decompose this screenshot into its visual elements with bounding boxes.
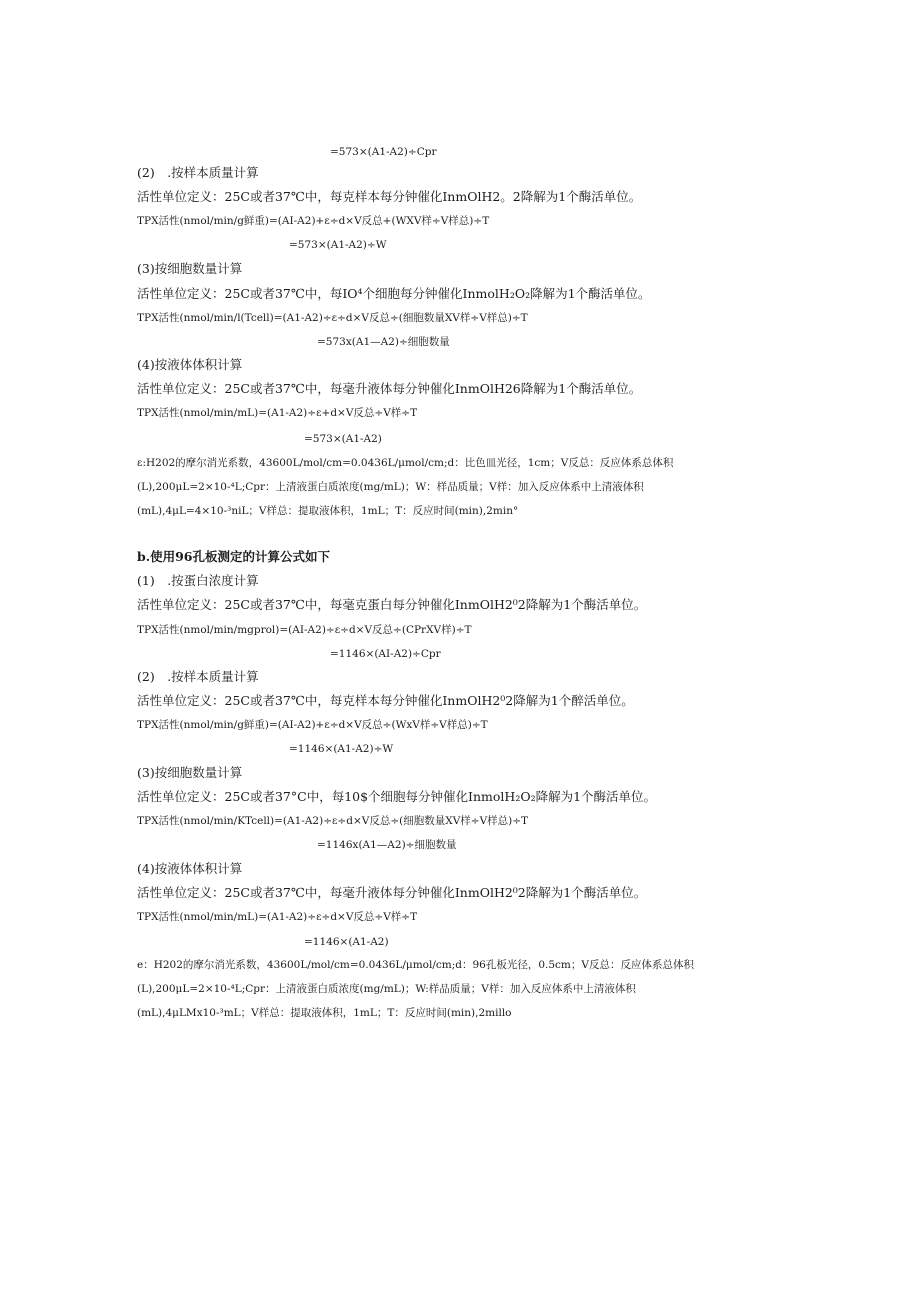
formula-result: =1146×(AI-A2)÷Cpr xyxy=(330,648,441,660)
section-heading: (1) .按蛋白浓度计算 xyxy=(137,573,259,588)
section-heading: (3)按细胞数量计算 xyxy=(137,765,243,780)
formula-result: =573x(A1—A2)÷细胞数量 xyxy=(317,336,450,348)
formula-result: =1146x(A1—A2)÷细胞数量 xyxy=(317,839,457,851)
section-heading: (3)按细胞数量计算 xyxy=(137,261,243,276)
formula-text: TPX活性(nmol/min/g鲜重)=(AI-A2)+ε÷d×V反总+(WXV样÷V样总)÷T xyxy=(137,215,490,227)
formula-text: TPX活性(nmol/min/mL)=(A1-A2)÷ε÷d×V反总÷V样÷T xyxy=(137,911,418,923)
definition-text: 活性单位定义：25C或者37℃中，每IO⁴个细胞每分钟催化InmolH₂O₂降解为1个酶活单位。 xyxy=(137,286,651,301)
formula-text: TPX活性(nmol/min/KTcell)=(A1-A2)÷ε÷d×V反总÷(细胞数量XV样÷V样总)÷T xyxy=(137,815,529,827)
definition-text: 活性单位定义：25C或者37℃中，每克样本每分钟催化InmOlH2⁰2降解为1个醉活单位。 xyxy=(137,693,634,708)
formula-result: =573×(A1-A2)÷W xyxy=(289,239,387,251)
definition-text: 活性单位定义：25C或者37℃中，每毫克蛋白每分钟催化InmOlH2⁰2降解为1个酶活单位。 xyxy=(137,597,647,612)
formula-result: =1146×(A1-A2)÷W xyxy=(289,743,394,755)
subsection-title: b.使用96孔板测定的计算公式如下 xyxy=(137,549,330,564)
variable-definitions: (mL),4μL=4×10-³niL；V样总：提取液体积，1mL；T：反应时间(min),2min° xyxy=(137,505,519,517)
definition-text: 活性单位定义：25C或者37℃中，每克样本每分钟催化InmOlH2。2降解为1个酶活单位。 xyxy=(137,189,642,204)
variable-definitions: (mL),4μLMx10-³mL；V样总：提取液体积，1mL；T：反应时间(min),2millo xyxy=(137,1007,512,1019)
section-heading: (4)按液体体积计算 xyxy=(137,861,243,876)
variable-definitions: (L),200μL=2×10-⁴L;Cpr：上清液蛋白质浓度(mg/mL)；W：样品质量；V样：加入反应体系中上清液体积 xyxy=(137,481,644,493)
definition-text: 活性单位定义：25C或者37℃中，每毫升液体每分钟催化InmOlH2⁰2降解为1个酶活单位。 xyxy=(137,885,647,900)
section-heading: (4)按液体体积计算 xyxy=(137,357,243,372)
formula-result: =573×(A1-A2) xyxy=(304,433,382,445)
formula-text: TPX活性(nmol/min/mgprol)=(AI-A2)÷ε÷d×V反总÷(CPrXV样)÷T xyxy=(137,624,472,636)
formula-text: TPX活性(nmol/min/l(Tcell)=(A1-A2)÷ε÷d×V反总÷(细胞数量XV样÷V样总)÷T xyxy=(137,312,528,324)
formula-text: TPX活性(nmol/min/mL)=(A1-A2)÷ε+d×V反总÷V样÷T xyxy=(137,407,418,419)
formula-result: =1146×(A1-A2) xyxy=(304,936,389,948)
section-heading: (2) .按样本质量计算 xyxy=(137,165,259,180)
section-heading: (2) .按样本质量计算 xyxy=(137,669,259,684)
variable-definitions: e：H202的摩尔消光系数，43600L/mol/cm=0.0436L/μmol/cm;d：96孔板光径，0.5cm；V反总：反应体系总体积 xyxy=(137,959,694,971)
formula-result: =573×(A1-A2)÷Cpr xyxy=(330,146,437,158)
formula-text: TPX活性(nmol/min/g鲜重)=(AI-A2)+ε÷d×V反总÷(WxV样÷V样总)÷T xyxy=(137,719,488,731)
definition-text: 活性单位定义：25C或者37°C中，每10$个细胞每分钟催化InmolH₂O₂降解为1个酶活单位。 xyxy=(137,789,657,804)
definition-text: 活性单位定义：25C或者37℃中，每毫升液体每分钟催化InmOlH26降解为1个酶活单位。 xyxy=(137,381,642,396)
variable-definitions: ε:H202的摩尔消光系数，43600L/mol/cm=0.0436L/μmol/cm;d：比色皿光径，1cm；V反总：反应体系总体积 xyxy=(137,457,674,469)
variable-definitions: (L),200μL=2×10-⁴L;Cpr：上清液蛋白质浓度(mg/mL)；W:样品质量；V样：加入反应体系中上清液体积 xyxy=(137,983,636,995)
